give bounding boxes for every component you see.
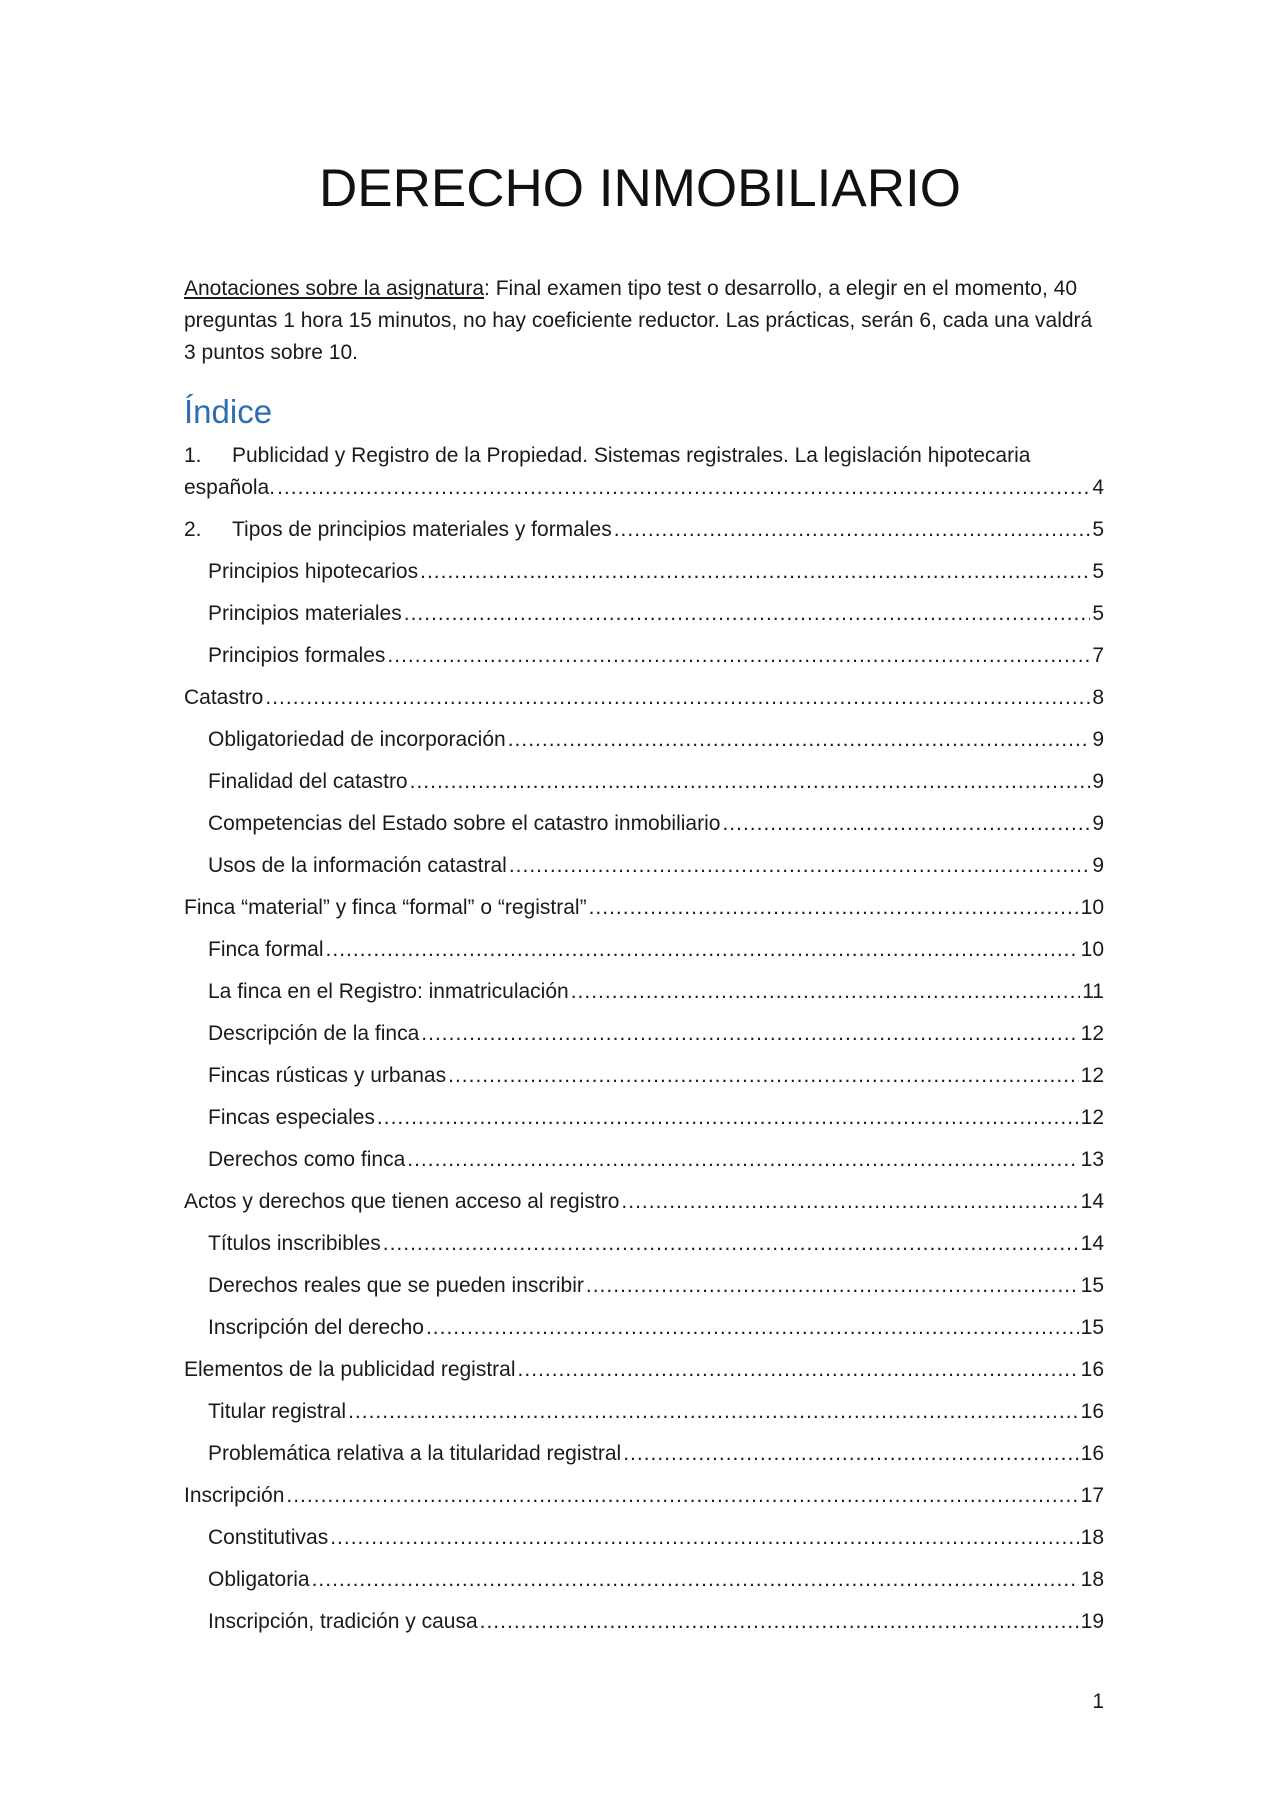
toc-dot-leader xyxy=(410,766,1091,798)
toc-entry-label: Finalidad del catastro xyxy=(208,770,408,793)
toc-page-number: 13 xyxy=(1080,1148,1104,1171)
toc-entry-label: Inscripción del derecho xyxy=(208,1316,424,1339)
toc-entry-label: Publicidad y Registro de la Propiedad. Sistemas registrales. La legislación hipotecaria xyxy=(232,444,1031,467)
toc-entry-label: Competencias del Estado sobre el catastro inmobiliario xyxy=(208,812,721,835)
toc-dot-leader xyxy=(312,1564,1079,1596)
toc-page-number: 12 xyxy=(1080,1064,1104,1087)
toc-entry-label: Títulos inscribibles xyxy=(208,1232,381,1255)
toc-page-number: 17 xyxy=(1080,1484,1104,1507)
toc-dot-leader xyxy=(326,934,1079,966)
toc-page-number: 16 xyxy=(1080,1400,1104,1423)
toc-page-number: 4 xyxy=(1092,476,1104,499)
toc-entry[interactable] xyxy=(184,1522,1104,1554)
toc-entry[interactable] xyxy=(184,1480,1104,1512)
toc-entry-label: Tipos de principios materiales y formales xyxy=(232,518,612,541)
toc-entry[interactable] xyxy=(184,1228,1104,1260)
toc-dot-leader xyxy=(509,850,1091,882)
toc-entry-label: Fincas rústicas y urbanas xyxy=(208,1064,447,1087)
toc-entry[interactable] xyxy=(184,1564,1104,1596)
toc-page-number: 18 xyxy=(1080,1526,1104,1549)
toc-page-number: 15 xyxy=(1080,1316,1104,1339)
toc-entry[interactable] xyxy=(184,976,1104,1008)
toc-entry-label: Inscripción xyxy=(184,1484,285,1507)
toc-dot-leader xyxy=(722,808,1090,840)
toc-page-number: 16 xyxy=(1080,1442,1104,1465)
toc-page-number: 8 xyxy=(1092,686,1104,709)
document-title: DERECHO INMOBILIARIO xyxy=(319,159,961,218)
toc-entry[interactable] xyxy=(184,1396,1104,1428)
toc-entry-label: Constitutivas xyxy=(208,1526,329,1549)
table-of-contents xyxy=(184,440,1104,1648)
toc-entry[interactable] xyxy=(184,1060,1104,1092)
toc-entry[interactable] xyxy=(184,640,1104,672)
toc-page-number: 16 xyxy=(1080,1358,1104,1381)
toc-entry-label: La finca en el Registro: inmatriculación xyxy=(208,980,569,1003)
toc-dot-leader xyxy=(426,1312,1079,1344)
toc-entry-label: Inscripción, tradición y causa xyxy=(208,1610,478,1633)
toc-entry[interactable] xyxy=(184,1606,1104,1638)
toc-entry-label: Actos y derechos que tienen acceso al registro xyxy=(184,1190,620,1213)
toc-entry-label: Descripción de la finca xyxy=(208,1022,420,1045)
toc-entry[interactable] xyxy=(184,724,1104,756)
toc-dot-leader xyxy=(480,1606,1079,1638)
toc-dot-leader xyxy=(421,1018,1078,1050)
toc-entry-label: Derechos reales que se pueden inscribir xyxy=(208,1274,584,1297)
toc-entry[interactable] xyxy=(184,1144,1104,1176)
toc-dot-leader xyxy=(407,1144,1078,1176)
toc-entry[interactable] xyxy=(184,682,1104,714)
toc-entry[interactable] xyxy=(184,850,1104,882)
toc-entry[interactable] xyxy=(184,1312,1104,1344)
toc-dot-leader xyxy=(420,556,1090,588)
toc-page-number: 9 xyxy=(1092,854,1104,877)
toc-dot-leader xyxy=(404,598,1091,630)
toc-page-number: 7 xyxy=(1092,644,1104,667)
toc-entry-label: Titular registral xyxy=(208,1400,347,1423)
toc-dot-leader xyxy=(377,1102,1079,1134)
toc-entry[interactable] xyxy=(184,808,1104,840)
toc-entry-label: Principios formales xyxy=(208,644,386,667)
toc-entry-number: 1. xyxy=(184,444,202,467)
toc-entry-label: Finca formal xyxy=(208,938,324,961)
toc-dot-leader xyxy=(265,682,1090,714)
toc-dot-leader xyxy=(623,1438,1078,1470)
toc-dot-leader xyxy=(330,1522,1078,1554)
toc-dot-leader xyxy=(387,640,1090,672)
toc-entry[interactable] xyxy=(184,1438,1104,1470)
toc-dot-leader xyxy=(277,472,1090,504)
toc-dot-leader xyxy=(586,1270,1079,1302)
toc-page-number: 11 xyxy=(1082,980,1104,1003)
toc-dot-leader xyxy=(614,514,1091,546)
toc-page-number: 5 xyxy=(1092,518,1104,541)
toc-page-number: 15 xyxy=(1080,1274,1104,1297)
toc-dot-leader xyxy=(348,1396,1079,1428)
toc-dot-leader xyxy=(518,1354,1079,1386)
toc-entry[interactable] xyxy=(184,892,1104,924)
toc-entry-label: Elementos de la publicidad registral xyxy=(184,1358,516,1381)
notes-text: : Final examen tipo test o desarrollo, a elegir en el momento, 40 preguntas 1 hora 15 minutos, no hay coeficiente reductor. Las prácticas, serán 6, cada una valdrá 3 puntos sobre 10. xyxy=(184,277,1093,364)
toc-entry[interactable] xyxy=(184,1102,1104,1134)
toc-dot-leader xyxy=(621,1186,1078,1218)
toc-dot-leader xyxy=(448,1060,1079,1092)
toc-entry-label-continued: española. xyxy=(184,476,276,499)
toc-entry-label: Obligatoria xyxy=(208,1568,310,1591)
toc-page-number: 9 xyxy=(1092,812,1104,835)
toc-entry-label: Obligatoriedad de incorporación xyxy=(208,728,506,751)
toc-entry[interactable] xyxy=(184,1354,1104,1386)
toc-dot-leader xyxy=(589,892,1079,924)
toc-page-number: 19 xyxy=(1080,1610,1104,1633)
toc-page-number: 9 xyxy=(1092,728,1104,751)
toc-page-number: 5 xyxy=(1092,560,1104,583)
toc-page-number: 10 xyxy=(1080,938,1104,961)
toc-entry-number: 2. xyxy=(184,518,202,541)
toc-entry-label: Usos de la información catastral xyxy=(208,854,507,877)
toc-entry[interactable] xyxy=(184,1018,1104,1050)
toc-page-number: 18 xyxy=(1080,1568,1104,1591)
index-heading: Índice xyxy=(184,393,273,430)
toc-page-number: 14 xyxy=(1080,1190,1104,1213)
toc-page-number: 9 xyxy=(1092,770,1104,793)
toc-entry-label: Fincas especiales xyxy=(208,1106,375,1129)
toc-page-number: 12 xyxy=(1080,1022,1104,1045)
toc-entry-label: Problemática relativa a la titularidad registral xyxy=(208,1442,622,1465)
toc-entry-label: Derechos como finca xyxy=(208,1148,406,1171)
toc-entry-label: Principios materiales xyxy=(208,602,402,625)
toc-dot-leader xyxy=(508,724,1091,756)
toc-page-number: 14 xyxy=(1080,1232,1104,1255)
toc-entry[interactable] xyxy=(184,1186,1104,1218)
toc-page-number: 5 xyxy=(1092,602,1104,625)
toc-page-number: 12 xyxy=(1080,1106,1104,1129)
toc-entry[interactable] xyxy=(184,934,1104,966)
toc-entry-label: Catastro xyxy=(184,686,264,709)
toc-entry[interactable] xyxy=(184,598,1104,630)
toc-entry[interactable] xyxy=(184,556,1104,588)
toc-entry[interactable] xyxy=(184,1270,1104,1302)
toc-dot-leader xyxy=(286,1480,1078,1512)
toc-page-number: 10 xyxy=(1080,896,1104,919)
toc-entry-1[interactable] xyxy=(184,440,1104,504)
page-number: 1 xyxy=(1092,1690,1104,1713)
course-notes xyxy=(184,273,1104,369)
toc-entry-label: Principios hipotecarios xyxy=(208,560,419,583)
toc-dot-leader xyxy=(571,976,1081,1008)
toc-entry-2[interactable] xyxy=(184,514,1104,546)
toc-entry[interactable] xyxy=(184,766,1104,798)
toc-entry-label: Finca “material” y finca “formal” o “registral” xyxy=(184,896,587,919)
notes-lead: Anotaciones sobre la asignatura xyxy=(184,277,485,300)
toc-dot-leader xyxy=(383,1228,1079,1260)
